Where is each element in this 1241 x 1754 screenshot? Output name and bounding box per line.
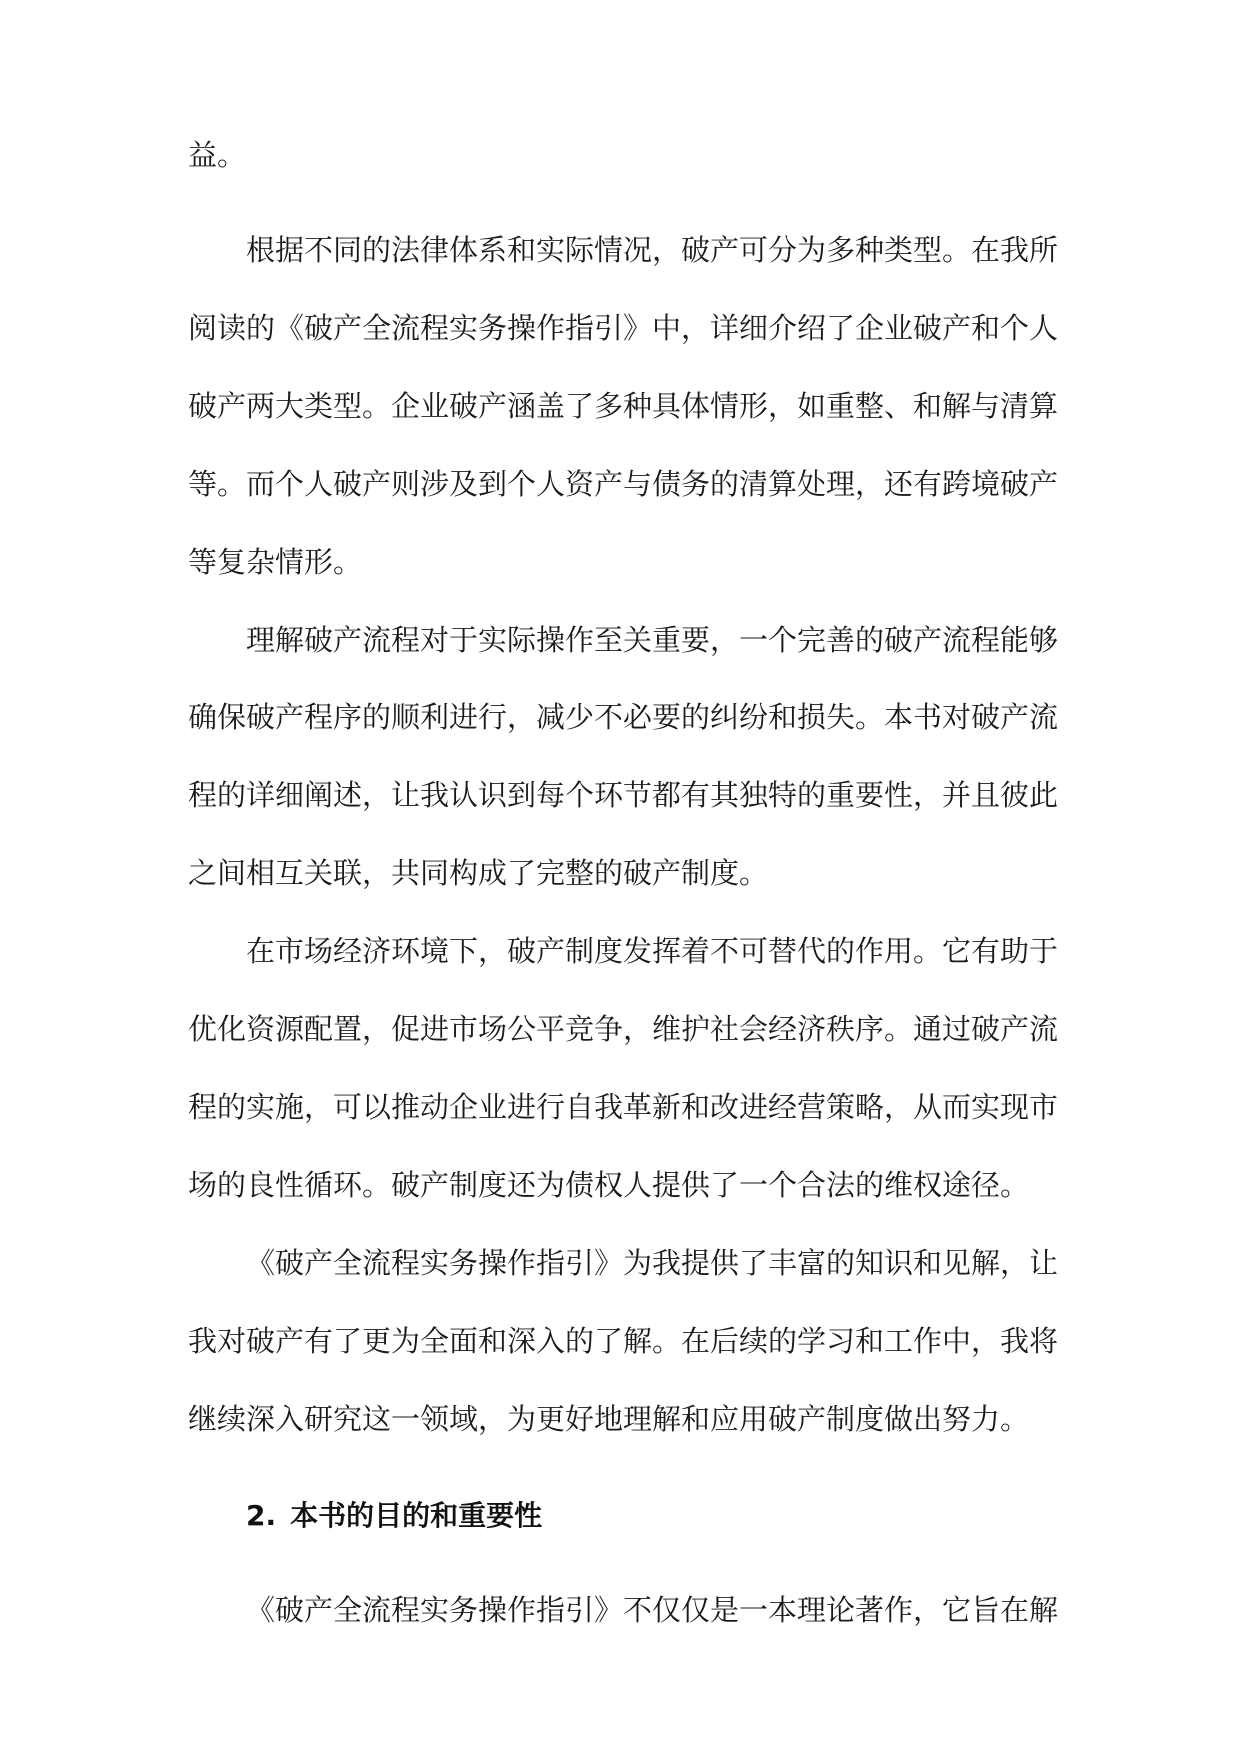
paragraph-line: 我对破产有了更为全面和深入的了解。在后续的学习和工作中，我将	[188, 1324, 1059, 1358]
paragraph-line: 阅读的《破产全流程实务操作指引》中，详细介绍了企业破产和个人	[188, 311, 1059, 345]
paragraph-line: 在市场经济环境下，破产制度发挥着不可替代的作用。它有助于	[246, 934, 1059, 968]
paragraph-line: 《破产全流程实务操作指引》为我提供了丰富的知识和见解，让	[246, 1246, 1059, 1280]
paragraph-line: 确保破产程序的顺利进行，减少不必要的纠纷和损失。本书对破产流	[188, 700, 1059, 734]
paragraph-line: 益。	[188, 138, 247, 172]
paragraph-line: 理解破产流程对于实际操作至关重要，一个完善的破产流程能够	[246, 623, 1059, 657]
paragraph-line: 程的详细阐述，让我认识到每个环节都有其独特的重要性，并且彼此	[188, 778, 1059, 812]
paragraph-line: 等复杂情形。	[188, 545, 363, 579]
section-title: 本书的目的和重要性	[290, 1499, 543, 1532]
paragraph-line: 优化资源配置，促进市场公平竞争，维护社会经济秩序。通过破产流	[188, 1012, 1059, 1046]
section-heading	[246, 1496, 542, 1536]
paragraph-line: 根据不同的法律体系和实际情况，破产可分为多种类型。在我所	[246, 233, 1059, 267]
paragraph-line: 场的良性循环。破产制度还为债权人提供了一个合法的维权途径。	[188, 1168, 1030, 1202]
paragraph-line: 继续深入研究这一领域，为更好地理解和应用破产制度做出努力。	[188, 1402, 1030, 1436]
paragraph-line: 破产两大类型。企业破产涵盖了多种具体情形，如重整、和解与清算	[188, 389, 1059, 423]
paragraph-line: 《破产全流程实务操作指引》不仅仅是一本理论著作，它旨在解	[246, 1593, 1059, 1627]
paragraph-line: 程的实施，可以推动企业进行自我革新和改进经营策略，从而实现市	[188, 1090, 1059, 1124]
section-number: 2.	[246, 1499, 277, 1532]
paragraph-line: 之间相互关联，共同构成了完整的破产制度。	[188, 856, 769, 890]
paragraph-line: 等。而个人破产则涉及到个人资产与债务的清算处理，还有跨境破产	[188, 467, 1059, 501]
